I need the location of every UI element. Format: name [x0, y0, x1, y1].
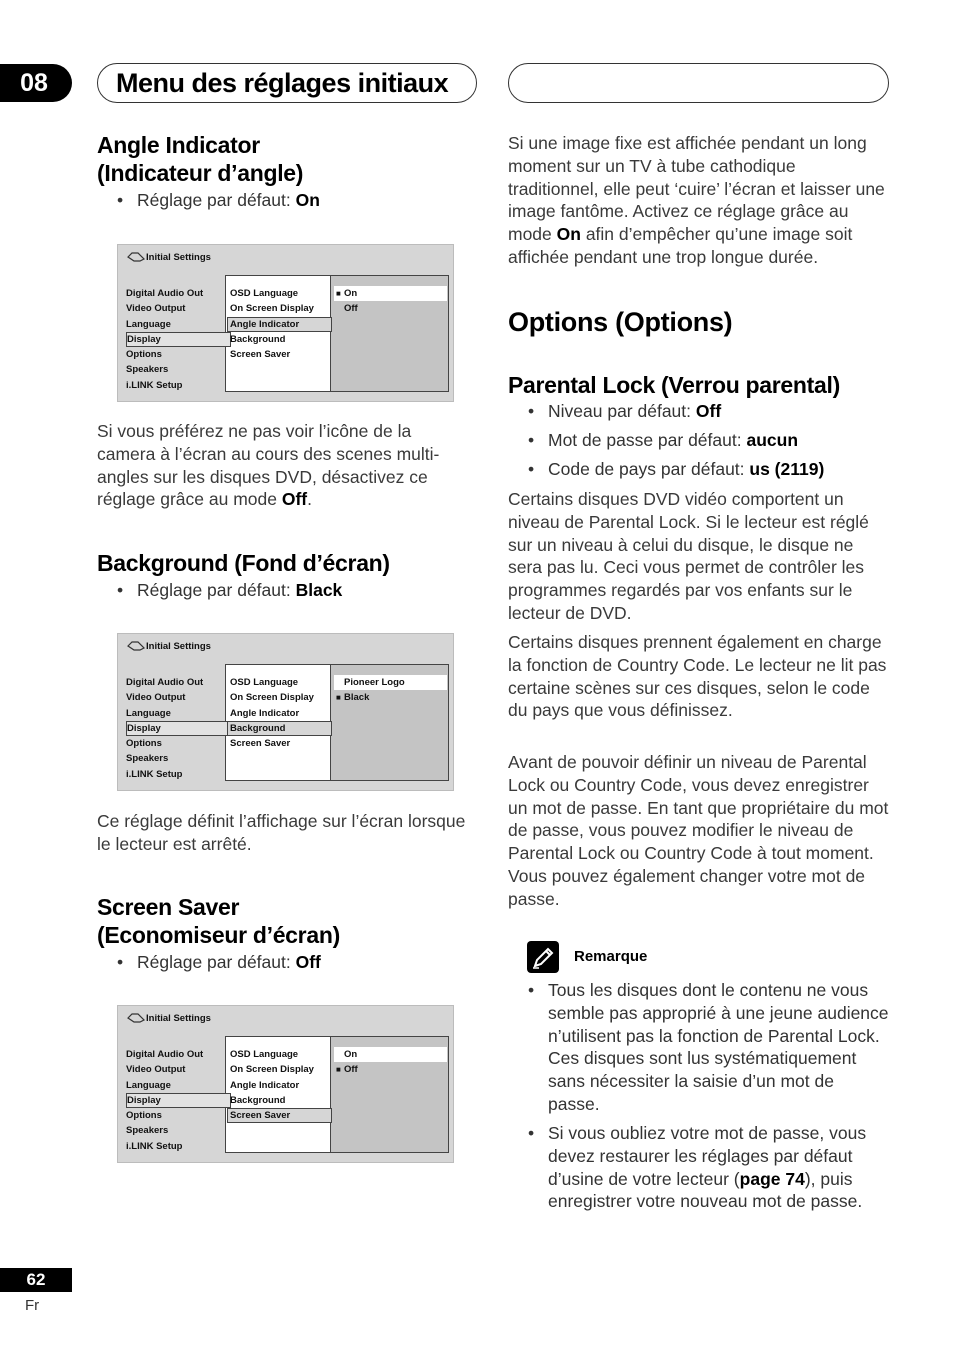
menu-item: Options [126, 738, 162, 750]
parental-paragraph-2: Certains disques prennent également en charge la fonction de Country Code. Le lecteur ne lit pas certaine scènes sur ces disques, selon le code du pays que vous définissez. [508, 632, 887, 721]
menu-item: Speakers [126, 364, 169, 376]
saver-heading: Screen Saver (Economiseur d’écran) [97, 894, 340, 948]
menu-item: Digital Audio Out [126, 288, 204, 299]
page-number: 62 [0, 1268, 72, 1292]
parental-paragraph-3: Avant de pouvoir définir un niveau de Parental Lock ou Country Code, vous devez enregistrer un mot de passe. En tant que propriétaire du mot de passe, vous pouvez modifier le niveau de Parental Lock ou Country Code à tout moment. Vous pouvez également changer votre mot de passe. [508, 752, 889, 909]
parental-default-level: • Niveau par défaut: Off [528, 401, 722, 421]
note-item-1: • Tous les disques dont le contenu ne vous semble pas approprié à une jeune audience n’utilisent pas la fonction de Parental Lock. Ces disques sont lus systématiquement sans nécessiter la saisie d’un mot de passe. [528, 980, 889, 1114]
background-default: • Réglage par défaut: Black [117, 580, 343, 600]
saver-paragraph: Si une image fixe est affichée pendant un long moment sur un TV à tube cathodique traditionnel, elle peut ‘cuire’ l’écran et laisser une image fantôme. Activez ce réglage grâce au mode On afin d’empêcher qu’une image soit affichée pendant une trop longue durée. [508, 133, 885, 267]
option-item-selected: ■ Off [336, 1064, 358, 1076]
menu-item: Language [126, 707, 171, 719]
sub-item: Angle Indicator [230, 1079, 300, 1091]
note-item-2: • Si vous oubliez votre mot de passe, vous devez restaurer les réglages par défaut d’usine de votre lecteur (page 74), puis enregistrer votre nouveau mot de passe. [528, 1123, 867, 1212]
option-item: Off [344, 303, 358, 315]
menu-item: Video Output [126, 1064, 186, 1076]
menu-item: i.LINK Setup [126, 768, 183, 780]
sub-item-selected: Angle Indicator [227, 317, 332, 332]
options-heading: Options (Options) [508, 307, 733, 337]
note-pencil-icon [527, 941, 559, 973]
menu-item: Options [126, 1110, 162, 1122]
background-paragraph: Ce réglage définit l’affichage sur l’écran lorsque le lecteur est arrêté. [97, 811, 466, 854]
menu-item: Language [126, 1079, 171, 1091]
page-title: Menu des réglages initiaux [116, 68, 449, 98]
angle-default: • Réglage par défaut: On [117, 190, 320, 210]
parental-paragraph-1: Certains disques DVD vidéo comportent un niveau de Parental Lock. Si le lecteur est réglé sur un niveau à celui du disque, le disque ne sera pas lu. Ceci vous permet de contrôler les programmes regardés par vos enfants sur le lecteur de DVD. [508, 489, 869, 623]
header-title-box [97, 63, 477, 103]
menu-item-selected: Display [126, 332, 231, 347]
menu-item: Digital Audio Out [126, 1049, 204, 1060]
option-item-selected: ■ Black [336, 692, 370, 704]
sub-item: OSD Language [230, 288, 299, 299]
screen-title: Initial Settings [146, 1013, 211, 1024]
sub-item: OSD Language [230, 1049, 299, 1060]
background-settings-screen [117, 633, 454, 791]
sub-item: OSD Language [230, 677, 299, 688]
parental-default-password: • Mot de passe par défaut: aucun [528, 430, 799, 450]
header-empty-box [508, 63, 889, 103]
settings-icon [126, 251, 146, 263]
menu-item-selected: Display [126, 721, 231, 736]
settings-icon [126, 640, 146, 652]
screen-title: Initial Settings [146, 641, 211, 652]
background-heading: Background (Fond d’écran) [97, 550, 390, 576]
saver-default: • Réglage par défaut: Off [117, 952, 321, 972]
menu-item-selected: Display [126, 1093, 231, 1108]
menu-item: Digital Audio Out [126, 677, 204, 688]
parental-heading: Parental Lock (Verrou parental) [508, 372, 840, 398]
angle-heading: Angle Indicator (Indicateur d’angle) [97, 132, 304, 186]
saver-settings-screen [117, 1005, 454, 1163]
sub-item: On Screen Display [230, 692, 314, 704]
menu-item: Video Output [126, 692, 186, 704]
sub-item-selected: Background [227, 721, 332, 736]
sub-item: Background [230, 1094, 286, 1106]
chapter-number: 08 [0, 64, 72, 102]
angle-settings-screen [117, 244, 454, 402]
sub-item: On Screen Display [230, 303, 314, 315]
menu-item: Speakers [126, 1125, 169, 1137]
menu-item: Speakers [126, 753, 169, 765]
sub-item: Angle Indicator [230, 707, 300, 719]
parental-default-country: • Code de pays par défaut: us (2119) [528, 459, 825, 479]
screen-title: Initial Settings [146, 252, 211, 263]
sub-item-selected: Screen Saver [227, 1108, 332, 1123]
menu-item: i.LINK Setup [126, 1140, 183, 1152]
menu-item: Language [126, 318, 171, 330]
option-item-selected: ■ On [334, 286, 447, 301]
menu-item: Options [126, 349, 162, 361]
sub-item: Background [230, 333, 286, 345]
language-code: Fr [25, 1297, 40, 1314]
sub-item: Screen Saver [230, 738, 291, 750]
menu-item: Video Output [126, 303, 186, 315]
note-label: Remarque [574, 948, 648, 965]
option-item: Pioneer Logo [334, 675, 447, 690]
menu-item: i.LINK Setup [126, 379, 183, 391]
sub-item: On Screen Display [230, 1064, 314, 1076]
option-item: On [334, 1047, 447, 1062]
angle-paragraph: Si vous préférez ne pas voir l’icône de la camera à l’écran au cours des scenes multi-angles sur les disques DVD, désactivez ce réglage grâce au mode Off. [97, 421, 440, 510]
settings-icon [126, 1012, 146, 1024]
sub-item: Screen Saver [230, 349, 291, 361]
